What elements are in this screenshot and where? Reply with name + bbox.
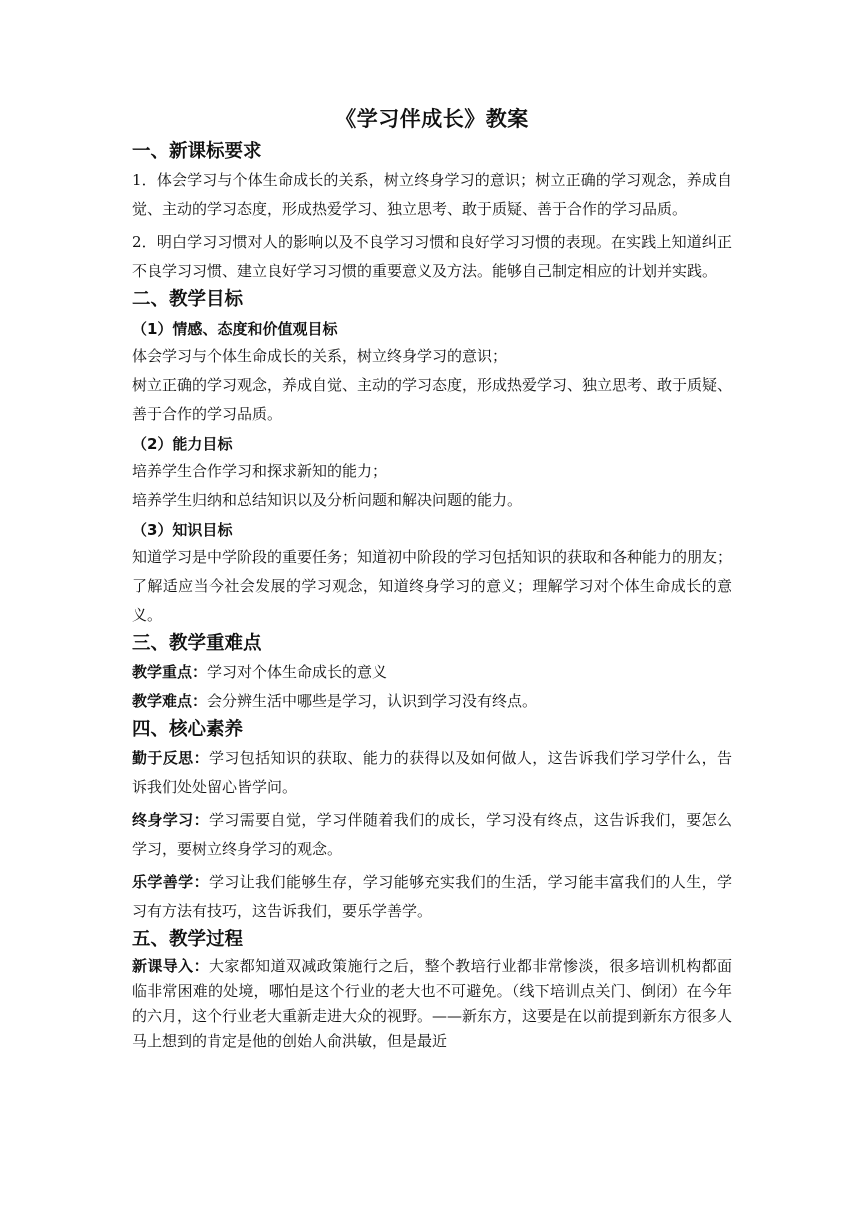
difficult-point-label: 教学难点： — [132, 692, 208, 710]
subheading-emotion-objective: （1）情感、态度和价值观目标 — [132, 320, 338, 338]
document-title: 《学习伴成长》教案 — [335, 107, 529, 131]
subheading-knowledge-objective: （3）知识目标 — [132, 521, 233, 539]
key-point-text: 学习对个体生命成长的意义 — [207, 663, 388, 681]
document-page — [132, 104, 732, 1054]
emotion-objective-paragraph-2: 树立正确的学习观念，养成自觉、主动的学习态度，形成热爱学习、独立思考、敢于质疑、善于合作的学习品质。 — [132, 376, 733, 423]
reflection-paragraph — [132, 744, 732, 802]
enjoy-learning-label: 乐学善学： — [132, 873, 209, 891]
section-heading-objectives: 二、教学目标 — [132, 289, 244, 310]
standards-paragraph-2: 2．明白学习习惯对人的影响以及不良学习习惯和良好学习习惯的表现。在实践上知道纠正不良学习习惯、建立良好学习习惯的重要意义及方法。能够自己制定相应的计划并实践。 — [132, 233, 732, 280]
knowledge-objective-paragraph: 知道学习是中学阶段的重要任务；知道初中阶段的学习包括知识的获取和各种能力的朋友；了解适应当今社会发展的学习观念，知道终身学习的意义；理解学习对个体生命成长的意义。 — [132, 548, 733, 624]
lesson-intro-label: 新课导入： — [132, 957, 209, 975]
enjoy-learning-text: 学习让我们能够生存，学习能够充实我们的生活，学习能丰富我们的人生，学习有方法有技巧，这告诉我们，要乐学善学。 — [132, 873, 732, 920]
difficult-point-text: 会分辨生活中哪些是学习，认识到学习没有终点。 — [207, 692, 538, 710]
lesson-intro-text: 大家都知道双减政策施行之后，整个教培行业都非常惨淡，很多培训机构都面临非常困难的处境，哪怕是这个行业的老大也不可避免。（线下培训点关门、倒闭）在今年的六月，这个行业老大重新走进大众的视野。——新东方，这要是在以前提到新东方很多人马上想到的肯定是他的创始人俞洪敏，但是最近 — [132, 957, 733, 1050]
lesson-intro-paragraph — [132, 954, 732, 1054]
lifelong-learning-text: 学习需要自觉，学习伴随着我们的成长，学习没有终点，这告诉我们，要怎么学习，要树立终身学习的观念。 — [132, 811, 732, 858]
reflection-text: 学习包括知识的获取、能力的获得以及如何做人，这告诉我们学习学什么，告诉我们处处留心皆学问。 — [132, 749, 732, 796]
emotion-objective-paragraph-1: 体会学习与个体生命成长的关系，树立终身学习的意识； — [132, 347, 508, 365]
section-heading-teaching-process: 五、教学过程 — [132, 929, 244, 950]
standards-paragraph-1: 1．体会学习与个体生命成长的关系，树立终身学习的意识；树立正确的学习观念，养成自觉、主动的学习态度，形成热爱学习、独立思考、敢于质疑、善于合作的学习品质。 — [132, 171, 732, 218]
ability-objective-paragraph-2: 培养学生归纳和总结知识以及分析问题和解决问题的能力。 — [132, 491, 523, 509]
section-heading-core-literacy: 四、核心素养 — [132, 719, 244, 740]
lifelong-learning-paragraph — [132, 806, 732, 864]
difficult-point-paragraph — [132, 687, 732, 716]
subheading-ability-objective: （2）能力目标 — [132, 435, 233, 453]
reflection-label: 勤于反思： — [132, 749, 209, 767]
key-point-label: 教学重点： — [132, 663, 208, 681]
key-point-paragraph — [132, 658, 732, 687]
enjoy-learning-paragraph — [132, 868, 732, 926]
section-heading-key-points: 三、教学重难点 — [132, 633, 262, 654]
section-heading-standards: 一、新课标要求 — [132, 141, 262, 162]
lifelong-learning-label: 终身学习： — [132, 811, 209, 829]
ability-objective-paragraph-1: 培养学生合作学习和探求新知的能力； — [132, 462, 388, 480]
